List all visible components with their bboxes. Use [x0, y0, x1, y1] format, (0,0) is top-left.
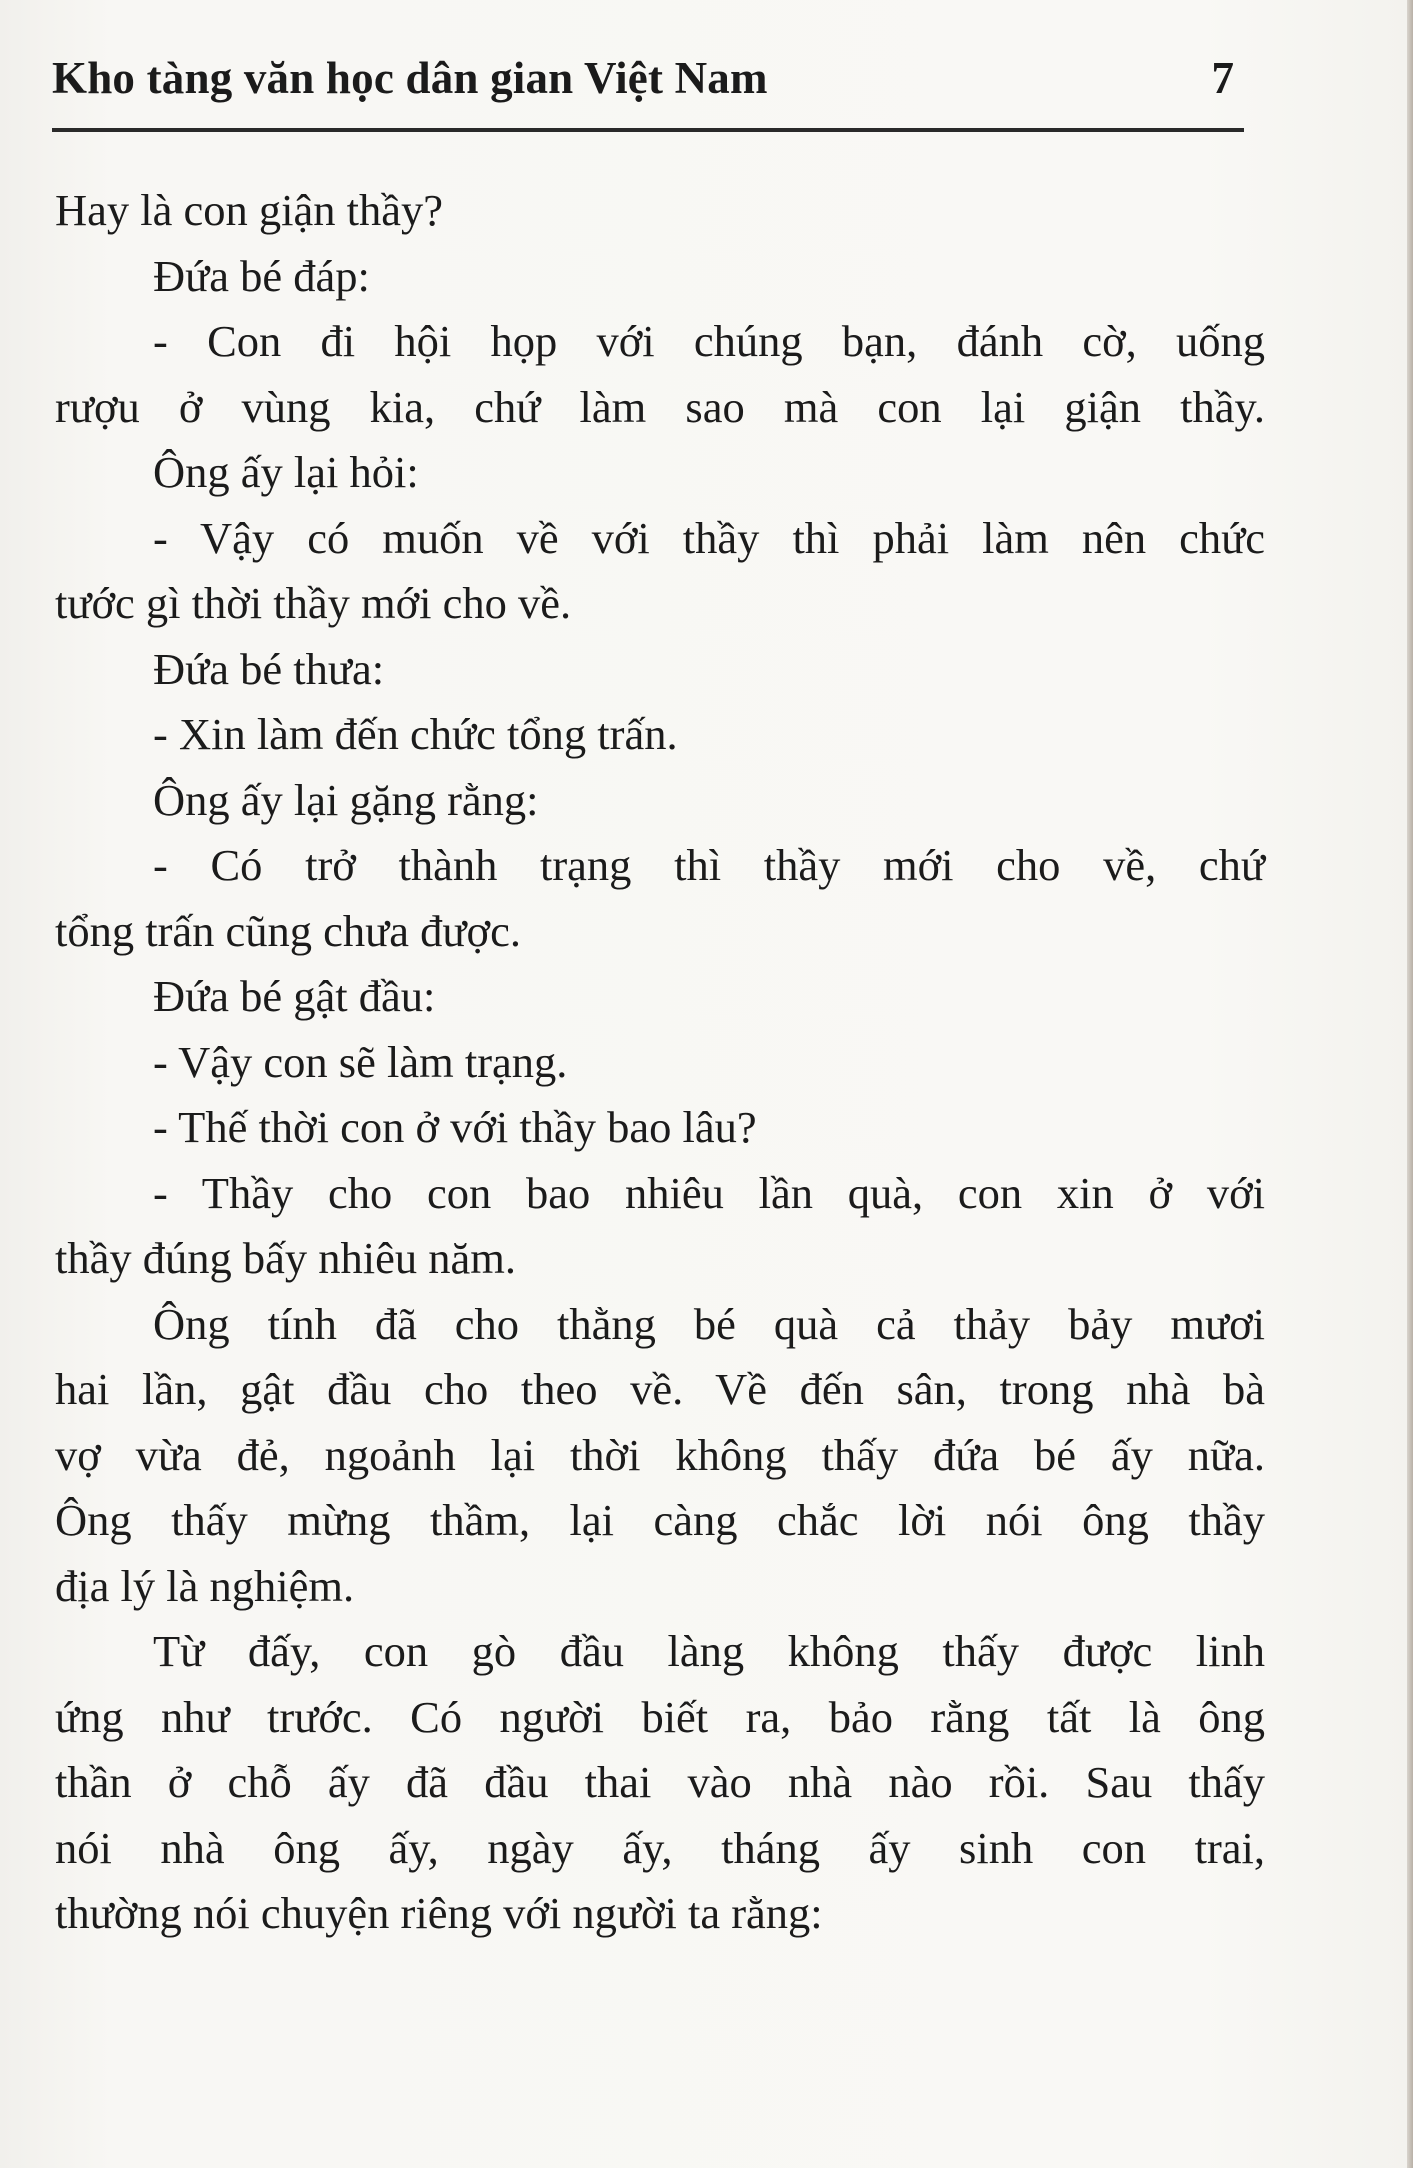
text-line: Ông tính đã cho thằng bé quà cả thảy bảy mươi	[153, 1298, 1265, 1349]
text-line: - Thầy cho con bao nhiêu lần quà, con xin ở với	[153, 1167, 1265, 1218]
page-number: 7	[1211, 53, 1234, 103]
text-line: Đứa bé gật đầu:	[153, 971, 436, 1021]
running-head	[52, 52, 1244, 132]
text-line: nói nhà ông ấy, ngày ấy, tháng ấy sinh con trai,	[55, 1822, 1265, 1873]
text-line: tước gì thời thầy mới cho về.	[55, 578, 572, 628]
text-line: - Vậy có muốn về với thầy thì phải làm nên chức	[153, 512, 1265, 563]
text-line: - Vậy con sẽ làm trạng.	[153, 1036, 568, 1087]
text-line: - Con đi hội họp với chúng bạn, đánh cờ, uống	[153, 316, 1265, 366]
text-line: rượu ở vùng kia, chứ làm sao mà con lại giận thầy.	[55, 381, 1265, 432]
text-line: Đứa bé đáp:	[153, 250, 370, 301]
text-line: Ông ấy lại gặng rằng:	[153, 774, 539, 825]
text-line: Đứa bé thưa:	[153, 643, 385, 694]
body-text	[55, 178, 1265, 1947]
header-rule	[52, 128, 1244, 132]
text-line: thần ở chỗ ấy đã đầu thai vào nhà nào rồi. Sau thấy	[55, 1757, 1265, 1807]
text-line: tổng trấn cũng chưa được.	[55, 905, 521, 956]
text-line: vợ vừa đẻ, ngoảnh lại thời không thấy đứa bé ấy nữa.	[55, 1429, 1265, 1480]
text-line: Ông ấy lại hỏi:	[153, 447, 419, 497]
text-line: - Xin làm đến chức tổng trấn.	[153, 709, 678, 759]
text-line: Hay là con giận thầy?	[55, 185, 443, 235]
text-line: thường nói chuyện riêng với người ta rằng:	[55, 1888, 823, 1938]
text-line: Ông thấy mừng thầm, lại càng chắc lời nói ông thầy	[55, 1495, 1265, 1545]
text-line: thầy đúng bấy nhiêu năm.	[55, 1233, 516, 1283]
text-line: - Có trở thành trạng thì thầy mới cho về, chứ	[153, 840, 1265, 890]
text-line: Từ đấy, con gò đầu làng không thấy được linh	[153, 1626, 1265, 1676]
text-line: ứng như trước. Có người biết ra, bảo rằng tất là ông	[55, 1691, 1265, 1742]
text-line: địa lý là nghiệm.	[55, 1560, 355, 1611]
text-line: hai lần, gật đầu cho theo về. Về đến sân, trong nhà bà	[55, 1364, 1265, 1414]
running-head-title: Kho tàng văn học dân gian Việt Nam	[52, 53, 768, 103]
page-edge	[1407, 0, 1413, 2168]
text-line: - Thế thời con ở với thầy bao lâu?	[153, 1102, 757, 1152]
